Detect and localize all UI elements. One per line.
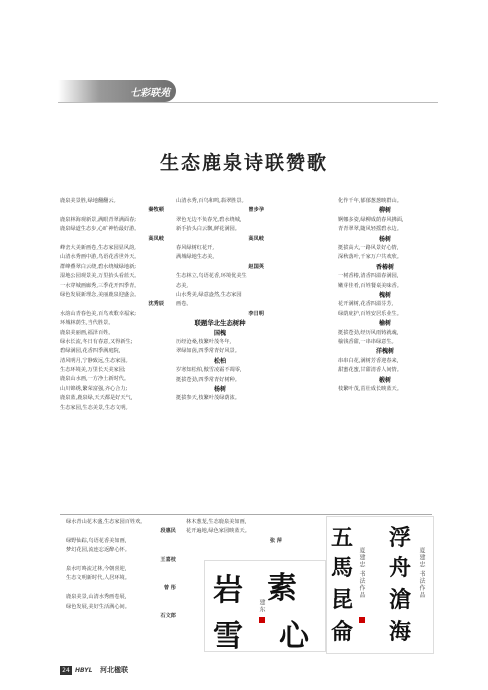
calligraphy-char: 舟 xyxy=(389,555,412,581)
text-line: 鹿泉美景胜,绿地翻翻云。 xyxy=(60,198,119,204)
text-line: 挺拔苍劲,经历风雨铸就魂, xyxy=(338,329,399,336)
calligraphy-char: 馬 xyxy=(331,555,354,581)
seal-stamp xyxy=(359,617,365,623)
text-line: 鹿泉绿道生态步,心旷神怡最好游。 xyxy=(60,226,140,233)
text-line: 化作千年,郁郁葱葱映群山。 xyxy=(338,198,402,204)
text-line: 生态林立,鸟语花香,环境优美生 xyxy=(176,273,247,280)
text-line: 一树香椿,清香四溢春满园, xyxy=(338,273,399,280)
text-line: 山川锦绣,繁荣富强,齐心合力; xyxy=(60,385,128,392)
text-line: 串串白花,满树芳香迎春来, xyxy=(338,357,399,364)
text-line: 绿水青山花木盛,生态家园百姓欢。 xyxy=(66,519,146,525)
calligraphy-char: 昆 xyxy=(331,587,354,613)
text-line: 生态环境美,万里长天美家园; xyxy=(60,367,126,374)
text-line: 花开满树,花香四溢芬芳, xyxy=(338,301,394,308)
text-line: 山清水秀,百鸟和鸣,翡翠胜景。 xyxy=(176,198,247,204)
text-line: 峰峦大美新画卷,生态家园显风韵, xyxy=(60,244,136,251)
text-line: 枝繁叶茂,茁壮成长映蓝天。 xyxy=(338,385,402,392)
text-line: 历经沧桑,枝繁叶茂冬年, xyxy=(176,338,232,345)
text-line: 挺拔高大,一路风景好心情, xyxy=(338,244,399,251)
text-line: 青青翠翠,随风轻摇碧水边。 xyxy=(338,226,402,233)
bottom-text-column-1 xyxy=(66,518,176,621)
text-line: 深秋落叶,千家万户共欢欣。 xyxy=(338,254,402,261)
text-line: 清风明月,宁静致远,生态家园。 xyxy=(60,357,131,364)
text-line: 泉水叮咚流过林,今朝喜迎, xyxy=(66,565,127,572)
text-line: 鹿泉美丽画,福泽百姓。 xyxy=(60,329,114,336)
text-line: 甜蜜花蜜,甘甜清香人间情。 xyxy=(338,367,402,374)
text-line: 山水秀美,绿意盎然,生态家园 xyxy=(176,291,242,298)
text-line: 林木葱茏,生态鹿泉美如画, xyxy=(186,519,247,525)
section-heading: 槐树 xyxy=(378,291,391,299)
text-line: 春风绿树红花开, xyxy=(176,244,214,251)
author-name: 段惠民 xyxy=(160,528,176,535)
text-line: 生态家园,生态美景,生态文明。 xyxy=(60,404,131,411)
page-title: 生态鹿泉诗联赞歌 xyxy=(159,152,328,174)
text-line: 鹿泉蓝,鹿泉绿,天天都是好天气, xyxy=(60,395,133,402)
author-name: 曾步孕 xyxy=(248,207,264,214)
section-heading: 杨树 xyxy=(378,235,391,243)
text-line: 山清水秀画中游,鸟语花香世外天。 xyxy=(60,254,140,261)
section-heading: 松柏 xyxy=(213,357,226,365)
text-line: 生态文明新时代,人居环境。 xyxy=(66,575,130,582)
publication-name: 河北楹联 xyxy=(100,665,128,674)
author-name: 赵国英 xyxy=(248,263,264,270)
calligraphy-signature: 建东 xyxy=(258,599,265,613)
text-line: 鹿泉山水画,一方净土新时代。 xyxy=(60,376,130,383)
calligraphy-char: 侖 xyxy=(331,619,354,645)
text-line: 鹿泉林海观新景,满眼青翠满面春; xyxy=(60,216,137,223)
text-line: 水韵山青春色美,百鸟欢歌幸福家; xyxy=(60,310,137,317)
text-line: 婀娜多姿,绿柳成荫春风拂面, xyxy=(338,216,404,223)
author-name: 沈秀辰 xyxy=(148,301,164,308)
text-line: 绿色发展,美好生活满心间。 xyxy=(66,603,130,610)
section-heading: 椴树 xyxy=(378,376,391,384)
author-name: 石文郎 xyxy=(160,612,176,619)
text-line: 环城林荫生,当代胜景。 xyxy=(60,320,114,327)
publication-logo: HBYL xyxy=(75,667,93,674)
author-name: 秦牧顿 xyxy=(148,207,164,214)
text-column-3 xyxy=(338,197,432,394)
calligraphy-char: 海 xyxy=(389,619,412,645)
text-line: 挺拔参天,枝繁叶茂绿荫浓。 xyxy=(176,395,240,402)
calligraphy-char: 心 xyxy=(279,619,309,654)
text-line: 画卷。 xyxy=(176,301,192,308)
text-line: 花开遍地,绿色家园映蓝天。 xyxy=(186,528,250,535)
text-line: 嫩芽佳肴,百姓餐桌美味香。 xyxy=(338,282,402,289)
bottom-text-column-2 xyxy=(186,518,282,546)
text-line: 态美, xyxy=(176,282,189,289)
author-name: 高凤岐 xyxy=(148,235,164,242)
calligraphy-note-right: 夏建忠 书法作品 xyxy=(418,547,425,599)
section-heading: 联题华北生态树种 xyxy=(194,319,246,328)
text-line: 新手抬头白云飘,鲜花满园。 xyxy=(176,226,240,233)
text-line: 岁寒知松柏,傲雪凌霜不凋零, xyxy=(176,367,242,374)
text-column-2 xyxy=(176,197,264,404)
calligraphy-artwork-1 xyxy=(204,560,326,652)
page-number: 24 xyxy=(60,666,72,675)
text-line: 满城绿地生态美。 xyxy=(176,254,218,261)
section-heading: 榆树 xyxy=(378,320,391,328)
text-line: 榆钱香甜,一串串绿意生。 xyxy=(338,338,397,345)
calligraphy-char: 滄 xyxy=(389,587,412,613)
text-line: 挺拔苍劲,四季常青好树种。 xyxy=(176,376,240,383)
calligraphy-note-left: 夏建忠 书法作品 xyxy=(358,547,365,599)
calligraphy-char: 五 xyxy=(331,525,354,551)
text-line: 绿水长流,冬日有春意,又得新生; xyxy=(60,338,133,345)
text-line: 绿色发展新理念,美丽鹿泉迎盛会。 xyxy=(60,291,140,298)
calligraphy-char: 素 xyxy=(267,571,297,606)
text-line: 翠色无边不负春光,碧水绕城, xyxy=(176,216,242,223)
section-heading: 香椿树 xyxy=(375,263,394,271)
author-name: 王喜枝 xyxy=(160,556,176,563)
author-name: 曾 彤 xyxy=(163,584,176,591)
calligraphy-artwork-2 xyxy=(326,516,434,654)
text-line: 梦幻花园,流连忘返醉心怀。 xyxy=(66,547,130,554)
calligraphy-char: 浮 xyxy=(389,525,412,551)
text-line: 绿荫庇护,百姓安居乐业生。 xyxy=(338,310,402,317)
section-label: 七彩联苑 xyxy=(130,88,170,99)
text-line: 绿野仙踪,鸟语花香美如画, xyxy=(66,537,127,544)
author-name: 张 萍 xyxy=(269,537,282,544)
seal-stamp xyxy=(259,617,265,623)
author-name: 高凤岐 xyxy=(248,235,264,242)
text-line: 一水穿城画廊秀,三季花开四季青。 xyxy=(60,282,140,289)
section-heading: 杨树 xyxy=(213,385,226,393)
calligraphy-char: 雪 xyxy=(213,619,243,654)
text-line: 翠绿如茵,四季常青好风景。 xyxy=(176,348,240,355)
section-heading: 洋槐树 xyxy=(375,348,394,356)
author-name: 李日明 xyxy=(248,310,264,317)
text-line: 碧绿满园,花香四季满庭院, xyxy=(60,348,121,355)
text-line: 群峰叠翠白云绕,碧水绕城绿地新; xyxy=(60,263,137,270)
text-column-1 xyxy=(60,197,164,413)
section-heading: 柳树 xyxy=(378,207,391,215)
section-heading: 国槐 xyxy=(213,329,226,337)
calligraphy-char: 岩 xyxy=(213,573,243,608)
text-line: 湿地公园观景美,万里抬头看蓝天。 xyxy=(60,273,140,280)
text-line: 鹿泉美景,山清水秀画卷展, xyxy=(66,594,127,601)
